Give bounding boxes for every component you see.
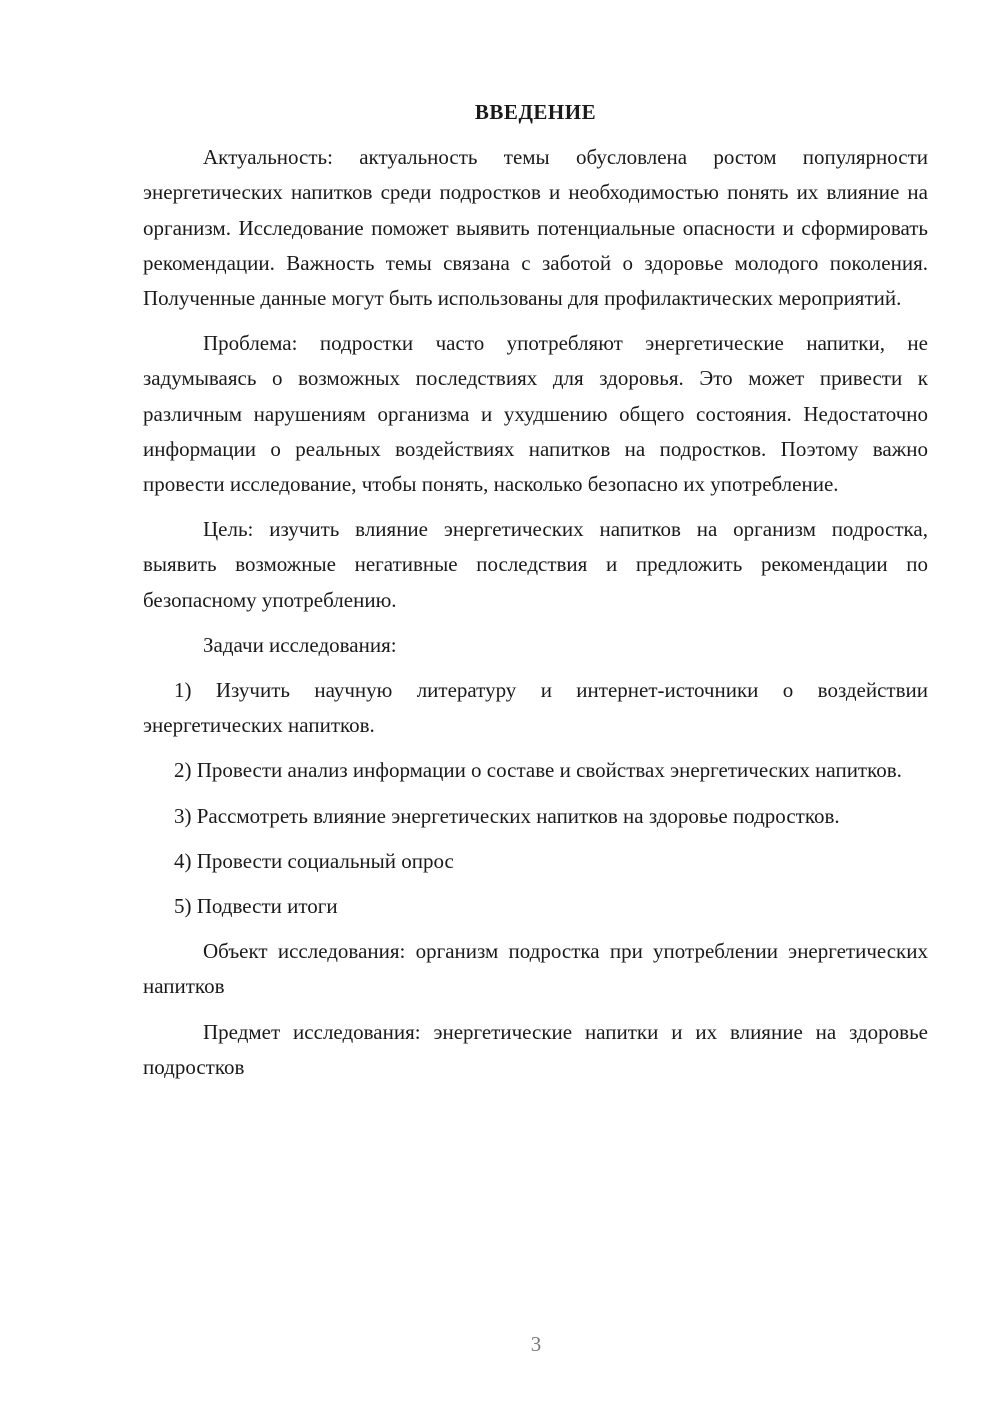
goal-paragraph: Цель: изучить влияние энергетических напитков на организм подростка, выявить возможные негативные последствия и предложить рекомендации по безопасному употреблению. [143,517,928,612]
task-item: 1) Изучить научную литературу и интернет-источники о воздействии энергетических напитков. [143,678,928,738]
task-item: 4) Провести социальный опрос [174,848,454,873]
page-number: 3 [530,1332,542,1356]
task-item: 5) Подвести итоги [174,894,338,919]
relevance-paragraph: Актуальность: актуальность темы обусловлена ростом популярности энергетических напитков среди подростков и необходимостью понять их влияние на организм. Исследование поможет выявить потенциальные опасности и сформировать рекомендации. Важность темы связана с заботой о здоровье молодого поколения. Полученные данные могут быть использованы для профилактических мероприятий. [143,145,928,311]
subject-paragraph: Предмет исследования: энергетические напитки и их влияние на здоровье подростков [143,1019,928,1079]
task-item: 3) Рассмотреть влияние энергетических напитков на здоровье подростков. [174,803,840,828]
task-item: 2) Провести анализ информации о составе и свойствах энергетических напитков. [174,758,902,783]
section-title: ВВЕДЕНИЕ [474,100,597,124]
object-paragraph: Объект исследования: организм подростка при употреблении энергетических напитков [143,939,928,999]
document-page [143,95,928,1095]
problem-paragraph: Проблема: подростки часто употребляют энергетические напитки, не задумываясь о возможных последствиях для здоровья. Это может привести к различным нарушениям организма и ухудшению общего состояния. Недостаточно информации о реальных воздействиях напитков на подростков. Поэтому важно провести исследование, чтобы понять, насколько безопасно их употребление. [143,331,928,497]
tasks-heading: Задачи исследования: [203,632,397,657]
